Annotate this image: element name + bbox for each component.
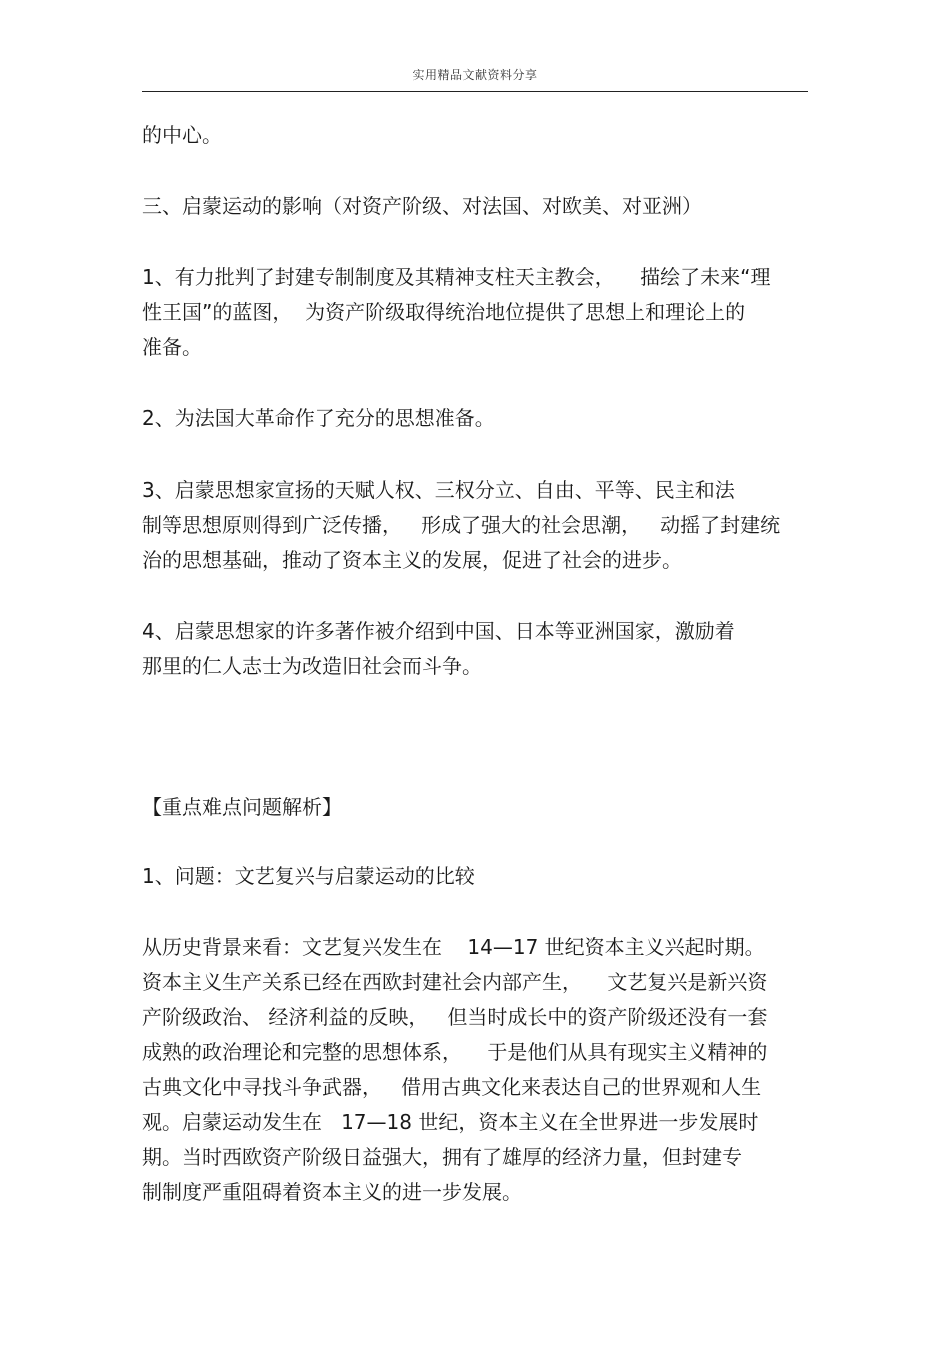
text-line: 产阶级政治、 经济利益的反映， 但当时成长中的资产阶级还没有一套 (142, 1005, 768, 1029)
text-line: 制制度严重阻碍着资本主义的进一步发展。 (142, 1180, 522, 1204)
text-line: 的中心。 (142, 123, 222, 147)
page-header-title: 实用精品文献资料分享 (412, 68, 538, 82)
text-line: 成熟的政治理论和完整的思想体系， 于是他们从具有现实主义精神的 (142, 1040, 768, 1064)
text-line: 从历史背景来看：文艺复兴发生在 14—17 世纪资本主义兴起时期。 (142, 935, 765, 959)
text-line: 准备。 (142, 335, 202, 359)
text-line: 治的思想基础，推动了资本主义的发展，促进了社会的进步。 (142, 548, 682, 572)
text-line: 制等思想原则得到广泛传播， 形成了强大的社会思潮， 动摇了封建统 (142, 513, 781, 537)
text-line: 性王国”的蓝图， 为资产阶级取得统治地位提供了思想上和理论上的 (142, 300, 746, 324)
text-line: 那里的仁人志士为改造旧社会而斗争。 (142, 654, 482, 678)
text-line: 观。启蒙运动发生在 17—18 世纪，资本主义在全世界进一步发展时 (142, 1110, 759, 1134)
question-heading: 1、问题：文艺复兴与启蒙运动的比较 (142, 864, 475, 888)
text-line: 4、启蒙思想家的许多著作被介绍到中国、日本等亚洲国家，激励着 (142, 619, 735, 643)
text-line: 2、为法国大革命作了充分的思想准备。 (142, 406, 495, 430)
text-line: 1、有力批判了封建专制制度及其精神支柱天主教会， 描绘了未来“理 (142, 265, 771, 289)
section-heading: 三、启蒙运动的影响（对资产阶级、对法国、对欧美、对亚洲） (142, 194, 702, 218)
header-divider (142, 91, 808, 92)
text-line: 期。当时西欧资产阶级日益强大，拥有了雄厚的经济力量，但封建专 (142, 1145, 742, 1169)
text-line: 资本主义生产关系已经在西欧封建社会内部产生， 文艺复兴是新兴资 (142, 970, 768, 994)
text-line: 古典文化中寻找斗争武器， 借用古典文化来表达自己的世界观和人生 (142, 1075, 762, 1099)
section-heading: 【重点难点问题解析】 (142, 795, 342, 819)
text-line: 3、启蒙思想家宣扬的天赋人权、三权分立、自由、平等、民主和法 (142, 478, 735, 502)
